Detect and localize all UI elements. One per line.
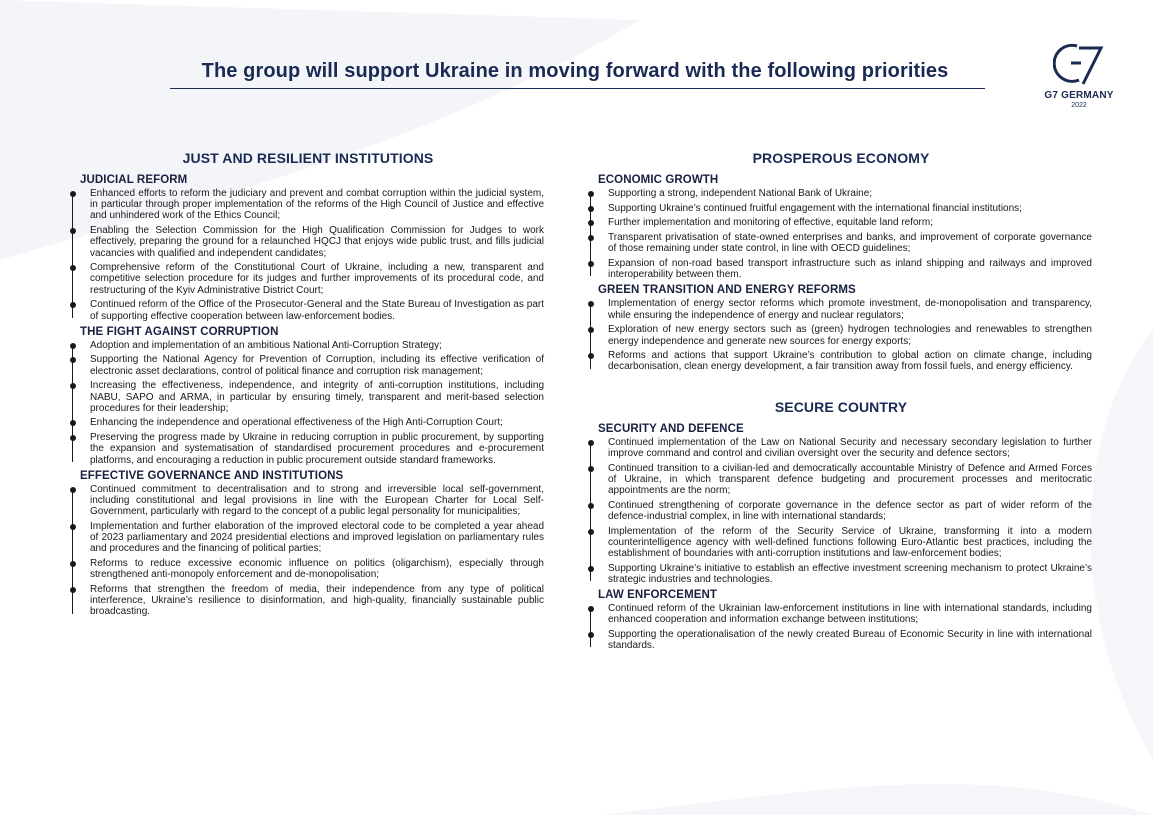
list-item: Continued transition to a civilian-led and democratically accountable Ministry of Defence and Armed Forces of Ukraine, in which transparent defence budgeting and procurement processes and meritocratic appointments are the norm;: [590, 463, 1092, 497]
list-item: Expansion of non-road based transport infrastructure such as inland shipping and railways and improved interoperability between them.: [590, 258, 1092, 280]
list-item: Continued reform of the Ukrainian law-enforcement institutions in line with international standards, including enhanced cooperation and information exchange between institutions;: [590, 603, 1092, 625]
list-item: Supporting a strong, independent National Bank of Ukraine;: [590, 188, 1092, 199]
economic-growth-list: [590, 188, 1092, 280]
subheading-economic-growth: ECONOMIC GROWTH: [598, 174, 719, 186]
effective-governance-list: [72, 484, 544, 618]
list-item: Enhanced efforts to reform the judiciary and prevent and combat corruption within the judicial system, in particular through proper implementation of the reforms of the High Council of Justice and effective and unhindered work of the Ethics Council;: [72, 188, 544, 222]
subheading-judicial-reform: JUDICIAL REFORM: [80, 174, 188, 186]
list-item: Transparent privatisation of state-owned enterprises and banks, and improvement of corporate governance of those remaining under state control, in line with OECD guidelines;: [590, 232, 1092, 254]
list-item: Supporting Ukraine’s continued fruitful engagement with the international financial institutions;: [590, 203, 1092, 214]
title-underline: [170, 88, 985, 89]
list-item: Adoption and implementation of an ambitious National Anti-Corruption Strategy;: [72, 340, 544, 351]
list-item: Further implementation and monitoring of effective, equitable land reform;: [590, 217, 1092, 228]
column-right: [590, 150, 1092, 655]
column-just-and-resilient-institutions: [72, 150, 544, 622]
list-item: Supporting the operationalisation of the newly created Bureau of Economic Security in line with international standards.: [590, 629, 1092, 651]
section-title: JUST AND RESILIENT INSTITUTIONS: [182, 150, 434, 166]
subheading-green-transition: GREEN TRANSITION AND ENERGY REFORMS: [598, 284, 856, 297]
list-item: Supporting the National Agency for Prevention of Corruption, including its effective verification of electronic asset declarations, control of political finance and corruption risk management;: [72, 354, 544, 376]
list-item: Implementation of energy sector reforms which promote investment, de-monopolisation and transparency, while ensuring the independence of energy and nuclear regulators;: [590, 298, 1092, 320]
judicial-reform-list: [72, 188, 544, 322]
list-item: Enhancing the independence and operational effectiveness of the High Anti-Corruption Court;: [72, 417, 544, 428]
list-item: Supporting Ukraine’s initiative to establish an effective investment screening mechanism to protect Ukraine’s strategic industries and technologies.: [590, 563, 1092, 585]
section-title-secure-country: SECURE COUNTRY: [774, 398, 908, 415]
list-item: Comprehensive reform of the Constitutional Court of Ukraine, including a new, transparent and competitive selection procedure for its judges and further improvements of its procedural code, and restructuring of the Kyiv Administrative District Court;: [72, 262, 544, 296]
section-spacer: [590, 377, 1092, 399]
list-item: Increasing the effectiveness, independence, and integrity of anti-corruption institutions, including NABU, SAPO and ARMA, in particular by ensuring timely, transparent and merit-based selection procedures for their leadership;: [72, 380, 544, 414]
logo-year: 2022: [1071, 102, 1087, 109]
page-title: The group will support Ukraine in moving forward with the following priorities: [201, 60, 949, 82]
list-item: Continued commitment to decentralisation and to strong and irreversible local self-government, including constitutional and legal provisions in line with the European Charter for Local Self-Government, particularly with regard to the concept of a public legal personality for municipalities;: [72, 484, 544, 518]
g7-germany-logo: [1034, 40, 1124, 125]
subheading-law-enforcement: LAW ENFORCEMENT: [598, 589, 718, 602]
list-item: Continued implementation of the Law on National Security and necessary secondary legislation to further improve command and control and civilian oversight over the security and defence sectors;: [590, 437, 1092, 459]
law-enforcement-list: [590, 603, 1092, 651]
security-and-defence-list: [590, 437, 1092, 585]
list-item: Reforms that strengthen the freedom of media, their independence from any type of political interference, Ukraine’s resilience to disinformation, and high-quality, financially sustainable public broadcasting.: [72, 584, 544, 618]
g7-logo-mark-icon: [1053, 40, 1105, 86]
green-transition-list: [590, 298, 1092, 372]
list-item: Continued reform of the Office of the Prosecutor-General and the State Bureau of Investigation as part of supporting effective cooperation between law-enforcement bodies.: [72, 299, 544, 321]
subheading-effective-governance: EFFECTIVE GOVERNANCE AND INSTITUTIONS: [80, 469, 344, 482]
list-item: Implementation of the reform of the Security Service of Ukraine, transforming it into a modern counterintelligence agency with well-defined functions following Euro-Atlantic best practices, including the establishment of boundaries with anti-corruption institutions and law-enforcement bodies;: [590, 526, 1092, 560]
list-item: Enabling the Selection Commission for the High Qualification Commission for Judges to work effectively, preparing the ground for a relaunched HQCJ that enjoys wide public trust, and fills judicial vacancies with qualified and independent candidates;: [72, 225, 544, 259]
list-item: Exploration of new energy sectors such as (green) hydrogen technologies and renewables to strengthen energy independence and generate new sources for energy exports;: [590, 324, 1092, 346]
fight-against-corruption-list: [72, 340, 544, 466]
section-title-prosperous-economy: PROSPEROUS ECONOMY: [752, 150, 930, 166]
subheading-fight-against-corruption: THE FIGHT AGAINST CORRUPTION: [80, 325, 279, 338]
list-item: Implementation and further elaboration of the improved electoral code to be completed a year ahead of 2023 parliamentary and 2024 presidential elections and improved legislation on parliamentary rules and procedures and the financing of political parties;: [72, 521, 544, 555]
list-item: Reforms and actions that support Ukraine’s contribution to global action on climate change, including decarbonisation, clean energy development, a fair transition away from fossil fuels, and energy efficiency.: [590, 350, 1092, 372]
logo-text: G7 GERMANY: [1044, 90, 1114, 101]
subheading-security-and-defence: SECURITY AND DEFENCE: [598, 422, 744, 435]
list-item: Continued strengthening of corporate governance in the defence sector as part of wider reform of the defence-industrial complex, in line with international standards;: [590, 500, 1092, 522]
list-item: Reforms to reduce excessive economic influence on politics (oligarchism), especially through strengthened anti-monopoly enforcement and de-monopolisation;: [72, 558, 544, 580]
list-item: Preserving the progress made by Ukraine in reducing corruption in public procurement, by supporting the expansion and systematisation of standardised procurement procedures and e-procurement platforms, and encouraging a reduction in public procurement outside standard frameworks.: [72, 432, 544, 466]
